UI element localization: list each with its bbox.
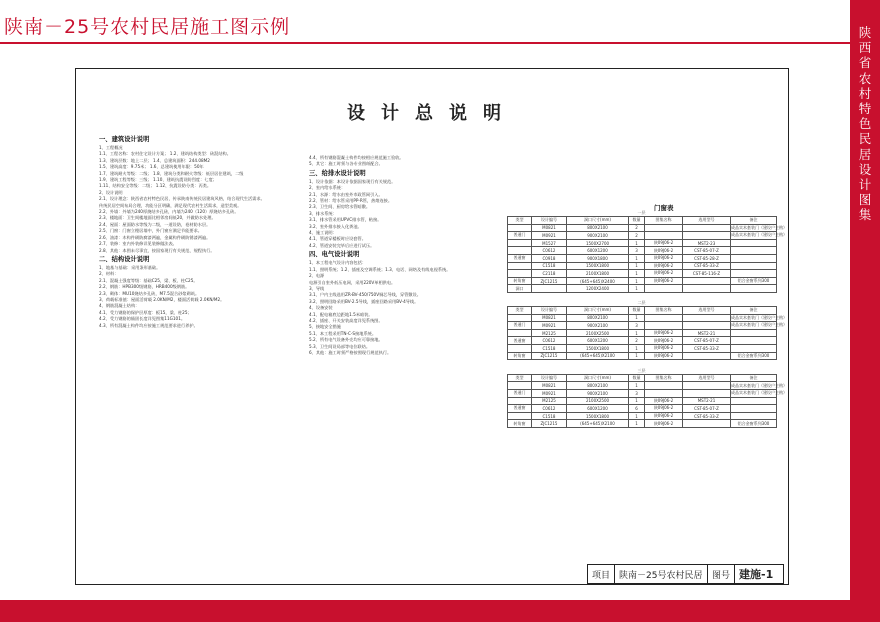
table-cell: 1 bbox=[629, 254, 645, 262]
table-row bbox=[508, 405, 777, 413]
drawing-sheet bbox=[75, 68, 789, 585]
project-value: 陕南－25号农村民居 bbox=[615, 565, 708, 584]
spec-line: 5.1、本工程采用TN-C-S接地系统。 bbox=[309, 330, 377, 336]
table-cell: 2100X2500 bbox=[567, 397, 629, 405]
page-title: 陕南－25号农村民居施工图示例 bbox=[4, 16, 291, 38]
floor-label: 三层 bbox=[637, 367, 646, 373]
spec-line: 3、导线 bbox=[309, 285, 325, 291]
table-row bbox=[508, 389, 777, 397]
table-cell: 陕09J06-2 bbox=[645, 344, 683, 352]
table-cell bbox=[645, 314, 683, 322]
door-window-table bbox=[507, 374, 787, 428]
table-cell: CST-85-33-Z bbox=[683, 412, 731, 420]
spec-line: 传统民居空间布局合理，功能分区明确，满足现代农村生活需求，造型美观。 bbox=[99, 202, 242, 208]
table-cell: 陕09J06-2 bbox=[645, 397, 683, 405]
spec-line: 2.2、管材：给水管采用PP-R管，热熔连接。 bbox=[309, 198, 393, 204]
spec-line: 1.9、建筑工程等级：三级； 1.10、建筑抗震设防烈度：七度； bbox=[99, 177, 217, 183]
table-cell: 800X2100 bbox=[567, 382, 629, 390]
table-cell: CST-85-28-Z bbox=[683, 254, 731, 262]
section-heading: 四、电气设计说明 bbox=[309, 251, 360, 259]
table-cell: 3 bbox=[629, 322, 645, 330]
table-cell: 2 bbox=[629, 224, 645, 232]
spec-line: 1.3、建筑层数：地上二层； 1.4、总建筑面积：244.08M2 bbox=[99, 157, 210, 163]
table-cell: ZJC1215 bbox=[532, 420, 567, 428]
table-cell bbox=[731, 254, 777, 262]
spec-line: 2.8、其他：本图未尽事宜，按国家现行有关规范、规程执行。 bbox=[99, 247, 215, 253]
table-cell bbox=[508, 382, 532, 390]
table-cell bbox=[645, 224, 683, 232]
table-cell: 成品实木套装门（建设户主购） bbox=[731, 314, 787, 320]
table-header-cell: 数量 bbox=[629, 307, 645, 315]
table-cell: CST-85-07-Z bbox=[683, 337, 731, 345]
spec-line: 4.2、受力钢筋的锚固长度详见图集11G101。 bbox=[99, 316, 186, 322]
table-header-cell: 图集名称 bbox=[645, 374, 683, 382]
table-cell: 普通门 bbox=[508, 389, 532, 397]
table-cell: 3 bbox=[629, 247, 645, 255]
table-cell bbox=[731, 285, 777, 293]
table-cell bbox=[731, 405, 777, 413]
table-cell: C1518 bbox=[532, 412, 567, 420]
table-cell bbox=[683, 389, 731, 397]
table-cell: 1 bbox=[629, 285, 645, 293]
spec-line: 3、荷载标准值：屋面活荷载 2.0KN/M2，楼面活荷载 2.0KN/M2。 bbox=[99, 296, 225, 302]
table-row bbox=[508, 262, 777, 270]
table-cell: M0921 bbox=[532, 389, 567, 397]
table-cell: C0612 bbox=[532, 405, 567, 413]
table-header-cell: 洞口尺寸(mm) bbox=[567, 374, 629, 382]
spec-line: 5、其它：施工时须与各专业图纸配合。 bbox=[309, 161, 383, 167]
table-cell: 1 bbox=[629, 239, 645, 247]
spec-line: 2.3、卫生间、厨房给水管暗敷。 bbox=[309, 204, 371, 210]
table-row bbox=[508, 337, 777, 345]
table-row bbox=[508, 285, 777, 293]
table-cell: ZJC1215 bbox=[532, 352, 567, 360]
table-row bbox=[508, 322, 777, 330]
table-cell: 铝合金窗系列300 bbox=[731, 352, 777, 360]
spec-line: 3.1、户内主线选用ZR-BV-450/750V铜芯导线，穿管敷设。 bbox=[309, 292, 421, 298]
table-row bbox=[508, 352, 777, 360]
spec-line: 4.1、配电箱底边距地1.5米暗装。 bbox=[309, 311, 373, 317]
table-header-cell: 设计编号 bbox=[532, 307, 567, 315]
table-cell bbox=[683, 314, 731, 322]
floor-label: 二层 bbox=[637, 300, 646, 305]
table-cell: 成品实木套装门（建设户主购） bbox=[731, 224, 787, 230]
spec-line: 1、地基与基础：采用条形基础。 bbox=[99, 264, 161, 270]
table-header-row bbox=[508, 307, 777, 315]
spec-line: 1.7、建筑耐火等级：二级； 1.8、建筑分类和耐火等级：低层居住建筑，二级 bbox=[99, 170, 244, 176]
spec-line: 1.11、结构安全等级：二级； 1.12、抗震设防分类：丙类。 bbox=[99, 183, 212, 189]
table-header-cell: 备注 bbox=[731, 307, 777, 315]
table-cell: (645+645)X2100 bbox=[567, 420, 629, 428]
spec-line: 4、钢筋混凝土结构： bbox=[99, 303, 140, 309]
left-column bbox=[99, 134, 299, 329]
table-cell: 陕09J06-2 bbox=[645, 352, 683, 360]
table-row bbox=[508, 329, 777, 337]
table-cell: C1518 bbox=[532, 344, 567, 352]
table-cell bbox=[508, 224, 532, 232]
table-cell: MST2-21 bbox=[683, 329, 731, 337]
table-cell: 洞口 bbox=[508, 285, 532, 293]
table-cell: M1527 bbox=[532, 239, 567, 247]
table-cell: CST-85-33-Z bbox=[683, 344, 731, 352]
table-cell: CST-85-07-Z bbox=[683, 405, 731, 413]
table-cell bbox=[508, 329, 532, 337]
table-cell bbox=[731, 337, 777, 345]
spec-line: 2.6、油漆：木构件刷防腐漆两遍，金属构件刷防锈漆两遍。 bbox=[99, 234, 211, 240]
table-cell bbox=[683, 352, 731, 360]
table-header-cell: 选用型号 bbox=[683, 374, 731, 382]
spec-line: 2.2、钢筋：HPB300级钢筋，HRB400级钢筋。 bbox=[99, 284, 190, 290]
table-row bbox=[508, 247, 777, 255]
table-cell: 1 bbox=[629, 270, 645, 278]
spec-line: 3.2、照明回路采用BV-2.5导线，插座回路采用BV-4导线。 bbox=[309, 298, 419, 304]
table-cell bbox=[731, 247, 777, 255]
spec-line: 5.2、所有电气设备外壳均应可靠接地。 bbox=[309, 337, 383, 343]
side-collection-title: 陕西省农村特色民居设计图集 bbox=[858, 25, 872, 223]
table-cell bbox=[683, 322, 731, 330]
table-header-cell: 图集名称 bbox=[645, 217, 683, 225]
table-header-cell: 数量 bbox=[629, 374, 645, 382]
table-cell: 转角窗 bbox=[508, 352, 532, 360]
table-row bbox=[508, 420, 777, 428]
table-cell: 1 bbox=[629, 352, 645, 360]
drawing-no-value: 建施-1 bbox=[735, 565, 784, 584]
table-header-cell: 备注 bbox=[731, 217, 777, 225]
table-row bbox=[508, 224, 777, 232]
table-cell: M0821 bbox=[532, 314, 567, 322]
spec-line: 2、电源 bbox=[309, 273, 325, 279]
header-bar bbox=[0, 0, 850, 52]
spec-line: 2.7、装修：室内外装修详见装修做法表。 bbox=[99, 241, 177, 247]
table-cell: 1500X1800 bbox=[567, 344, 629, 352]
table-header-cell: 类型 bbox=[508, 217, 532, 225]
table-row bbox=[508, 277, 777, 285]
spec-line: 1、本工程电气设计内容包括： bbox=[309, 260, 367, 266]
table-cell: 陕09J06-2 bbox=[645, 420, 683, 428]
table-cell: 600X1200 bbox=[567, 337, 629, 345]
table-cell: 800X2100 bbox=[567, 314, 629, 322]
table-cell bbox=[645, 285, 683, 293]
table-cell: M2125 bbox=[532, 397, 567, 405]
spec-line: 1.1、工程名称：农村住宅设计方案； 1.2、建筑结构类型：砖混结构。 bbox=[99, 151, 231, 157]
table-cell: 1500X2700 bbox=[567, 239, 629, 247]
title-divider bbox=[0, 42, 850, 44]
spec-line: 2、室内给水系统： bbox=[309, 185, 346, 191]
table-cell bbox=[645, 382, 683, 390]
table-cell: 普通窗 bbox=[508, 337, 532, 345]
table-cell: 900X2100 bbox=[567, 389, 629, 397]
table-cell: M0821 bbox=[532, 224, 567, 232]
table-cell bbox=[683, 285, 731, 293]
table-cell bbox=[508, 344, 532, 352]
table-cell bbox=[508, 397, 532, 405]
section-heading: 三、给排水设计说明 bbox=[309, 169, 366, 177]
table-cell bbox=[645, 389, 683, 397]
table-cell: 2 bbox=[629, 232, 645, 240]
table-cell: 1 bbox=[629, 382, 645, 390]
table-cell bbox=[731, 397, 777, 405]
table-header-cell: 类型 bbox=[508, 374, 532, 382]
table-cell: 1500X1800 bbox=[567, 262, 629, 270]
table-cell: C1518 bbox=[532, 262, 567, 270]
table-cell bbox=[683, 277, 731, 285]
table-cell: 2 bbox=[629, 337, 645, 345]
table-cell: 2100X1800 bbox=[567, 270, 629, 278]
table-cell: 转角窗 bbox=[508, 277, 532, 285]
table-cell: 1 bbox=[629, 277, 645, 285]
spec-line: 1.1、照明系统；1.2、插座及空调系统；1.3、电话、网络及有线电视系统。 bbox=[309, 266, 451, 272]
spec-line: 5.3、卫生间设局部等电位联结。 bbox=[309, 343, 371, 349]
table-cell: M2125 bbox=[532, 329, 567, 337]
table-cell bbox=[645, 232, 683, 240]
door-window-table bbox=[507, 306, 787, 360]
table-cell bbox=[508, 412, 532, 420]
table-cell: (645+645)X2400 bbox=[567, 277, 629, 285]
spec-line: 3、排水系统： bbox=[309, 210, 337, 216]
table-cell bbox=[731, 239, 777, 247]
spec-line: 5、接地安全措施 bbox=[309, 324, 341, 330]
spec-line: 1、设计依据：本设计依据国家现行有关规范。 bbox=[309, 178, 396, 184]
table-header-cell: 选用型号 bbox=[683, 307, 731, 315]
table-cell bbox=[508, 239, 532, 247]
bottom-band bbox=[0, 600, 850, 622]
spec-line: 2.5、门窗：门窗立樘居墙中，外门窗应满足节能要求。 bbox=[99, 228, 202, 234]
spec-line: 4、设备安装 bbox=[309, 305, 333, 311]
table-row bbox=[508, 314, 777, 322]
table-cell: CST-85-116-Z bbox=[683, 270, 731, 278]
table-cell: 2100X2500 bbox=[567, 329, 629, 337]
table-cell: 1 bbox=[629, 329, 645, 337]
spec-line: 2.3、楼地面：卫生间楼地面比相邻房间低20，并做防水处理。 bbox=[99, 215, 216, 221]
table-cell: 转角窗 bbox=[508, 420, 532, 428]
table-cell: 陕09J06-2 bbox=[645, 337, 683, 345]
table-cell: 3 bbox=[629, 389, 645, 397]
table-cell: 成品实木套装门（建设户主购） bbox=[731, 382, 787, 388]
table-row bbox=[508, 232, 777, 240]
spec-line: 4、施工说明： bbox=[309, 230, 337, 236]
table-row bbox=[508, 239, 777, 247]
right-column bbox=[309, 155, 504, 356]
spec-line: 3.2、室外排水接入化粪池。 bbox=[309, 223, 362, 229]
table-cell bbox=[683, 382, 731, 390]
table-cell: 铝合金窗系列300 bbox=[731, 277, 777, 285]
spec-line: 1、工程概况 bbox=[99, 145, 123, 150]
table-cell bbox=[731, 262, 777, 270]
table-cell: MST2-21 bbox=[683, 397, 731, 405]
table-cell: 6 bbox=[629, 405, 645, 413]
spec-line: 4.2、管道安装完毕后应进行试压。 bbox=[309, 242, 375, 248]
table-cell: 普通窗 bbox=[508, 254, 532, 262]
table-header-cell: 洞口尺寸(mm) bbox=[567, 307, 629, 315]
table-cell: 1 bbox=[629, 397, 645, 405]
table-cell: 陕09J06-2 bbox=[645, 329, 683, 337]
table-cell: 成品实木套装门（建设户主购） bbox=[731, 390, 787, 396]
table-cell: 陕09J06-2 bbox=[645, 254, 683, 262]
spec-line: 1.5、建筑高度：9.75米； 1.6、总建筑使用年限：50年 bbox=[99, 164, 204, 170]
table-cell: C0918 bbox=[532, 254, 567, 262]
table-cell: 600X1200 bbox=[567, 247, 629, 255]
table-header-cell: 洞口尺寸(mm) bbox=[567, 217, 629, 225]
table-cell: 陕09J06-2 bbox=[645, 239, 683, 247]
table-cell: 普通门 bbox=[508, 232, 532, 240]
table-row bbox=[508, 412, 777, 420]
spec-line: 4.1、受力钢筋的保护层厚度：板15，梁、柱25； bbox=[99, 309, 192, 315]
table-header-cell: 设计编号 bbox=[532, 374, 567, 382]
table-header-cell: 图集名称 bbox=[645, 307, 683, 315]
table-row bbox=[508, 270, 777, 278]
spec-line: 2.1、水源：给水由室外市政管网引入。 bbox=[309, 191, 383, 197]
section-heading: 二、结构设计说明 bbox=[99, 255, 150, 263]
door-table-title: 门窗表 bbox=[654, 204, 674, 212]
door-window-table bbox=[507, 216, 787, 293]
section-heading: 一、建筑设计说明 bbox=[99, 136, 150, 143]
spec-line: 4.2、插座、开关安装高度详见系统图。 bbox=[309, 317, 383, 323]
spec-line: 2、设计说明 bbox=[99, 189, 123, 195]
spec-line: 2.3、砌体：MU10烧结多孔砖，M7.5混合砂浆砌筑。 bbox=[99, 290, 200, 296]
table-cell: (645+645)X2100 bbox=[567, 352, 629, 360]
table-cell: ZJC1215 bbox=[532, 277, 567, 285]
table-cell: 铝合金窗系列300 bbox=[731, 420, 777, 428]
table-cell: 陕09J06-2 bbox=[645, 247, 683, 255]
table-cell: 1 bbox=[629, 344, 645, 352]
table-cell bbox=[683, 224, 731, 232]
table-cell: 1500X1800 bbox=[567, 412, 629, 420]
table-cell: 600X1200 bbox=[567, 405, 629, 413]
project-label: 项目 bbox=[588, 565, 615, 584]
table-cell: M0921 bbox=[532, 232, 567, 240]
table-cell: CST-85-33-Z bbox=[683, 262, 731, 270]
table-cell bbox=[683, 232, 731, 240]
table-row bbox=[508, 382, 777, 390]
spec-line: 电源引自室外低压电网，采用220V单相供电。 bbox=[309, 279, 396, 285]
table-cell bbox=[508, 314, 532, 322]
table-header-cell: 选用型号 bbox=[683, 217, 731, 225]
table-header-cell: 类型 bbox=[508, 307, 532, 315]
table-cell bbox=[508, 270, 532, 278]
table-header-cell: 设计编号 bbox=[532, 217, 567, 225]
table-cell: 900X1800 bbox=[567, 254, 629, 262]
table-header-row bbox=[508, 374, 777, 382]
spec-line: 2.1、混凝土强度等级：基础C25，梁、板、柱C25。 bbox=[99, 277, 198, 283]
table-cell: M0821 bbox=[532, 382, 567, 390]
table-cell: 800X2100 bbox=[567, 224, 629, 232]
spec-line: 4.1、管道穿楼板时应设套管。 bbox=[309, 236, 366, 242]
table-cell: 1 bbox=[629, 314, 645, 322]
table-cell: 900X2100 bbox=[567, 232, 629, 240]
spec-line: 3.1、排水管采用UPVC排水管，粘接。 bbox=[309, 217, 382, 223]
spec-line: 4.3、所有混凝土构件均应按施工规范要求进行养护。 bbox=[99, 322, 198, 328]
table-cell: 1 bbox=[629, 262, 645, 270]
table-cell: 陕09J06-2 bbox=[645, 262, 683, 270]
table-cell: 1 bbox=[629, 420, 645, 428]
table-cell: CST-85-07-Z bbox=[683, 247, 731, 255]
table-cell: 成品实木套装门（建设户主购） bbox=[731, 232, 787, 238]
table-cell bbox=[508, 247, 532, 255]
table-row bbox=[508, 254, 777, 262]
table-row bbox=[508, 397, 777, 405]
table-cell: 成品实木套装门（建设户主购） bbox=[731, 322, 787, 328]
table-cell: 1 bbox=[629, 412, 645, 420]
spec-line: 2、材料： bbox=[99, 271, 119, 277]
table-cell: 陕09J06-2 bbox=[645, 412, 683, 420]
spec-line: 2.4、屋面：屋面防水等级为二级，一道设防，卷材防水层。 bbox=[99, 221, 211, 227]
table-header-cell: 备注 bbox=[731, 374, 777, 382]
table-header-cell: 数量 bbox=[629, 217, 645, 225]
doc-title: 设计总说明 bbox=[347, 103, 517, 124]
table-header-row bbox=[508, 217, 777, 225]
table-cell bbox=[731, 412, 777, 420]
floor-label: 一层 bbox=[637, 210, 646, 215]
table-cell: 普通门 bbox=[508, 322, 532, 330]
spec-line: 6、其他：施工时须严格按照现行规范执行。 bbox=[309, 349, 392, 355]
table-cell bbox=[731, 344, 777, 352]
drawing-no-label: 图号 bbox=[708, 565, 735, 584]
table-cell: 陕09J06-2 bbox=[645, 270, 683, 278]
table-cell: M0921 bbox=[532, 322, 567, 330]
table-cell bbox=[683, 420, 731, 428]
spec-line: 2.1、设计理念：陕西省农村特色民居，传承陕南传统民居建筑风格，结合现代生活需求。 bbox=[99, 196, 265, 202]
spec-line: 4.4、所有钢筋混凝土构件均按相应规范施工验收。 bbox=[309, 155, 404, 160]
table-cell: 陕09J06-2 bbox=[645, 277, 683, 285]
table-cell: 1200X2400 bbox=[567, 285, 629, 293]
title-block bbox=[587, 564, 784, 584]
table-cell: 900X2100 bbox=[567, 322, 629, 330]
table-cell: C2118 bbox=[532, 270, 567, 278]
table-cell bbox=[731, 329, 777, 337]
table-cell: 陕09J06-2 bbox=[645, 405, 683, 413]
table-cell: 普通窗 bbox=[508, 405, 532, 413]
table-cell bbox=[731, 270, 777, 278]
table-cell: C0612 bbox=[532, 247, 567, 255]
table-cell bbox=[508, 262, 532, 270]
table-row bbox=[508, 344, 777, 352]
table-cell: C0612 bbox=[532, 337, 567, 345]
spec-line: 2.2、外墙：外墙为240厚烧结多孔砖，内墙为240（120）厚烧结多孔砖。 bbox=[99, 209, 239, 215]
table-cell bbox=[645, 322, 683, 330]
table-cell: MST2-23 bbox=[683, 239, 731, 247]
table-cell bbox=[532, 285, 567, 293]
